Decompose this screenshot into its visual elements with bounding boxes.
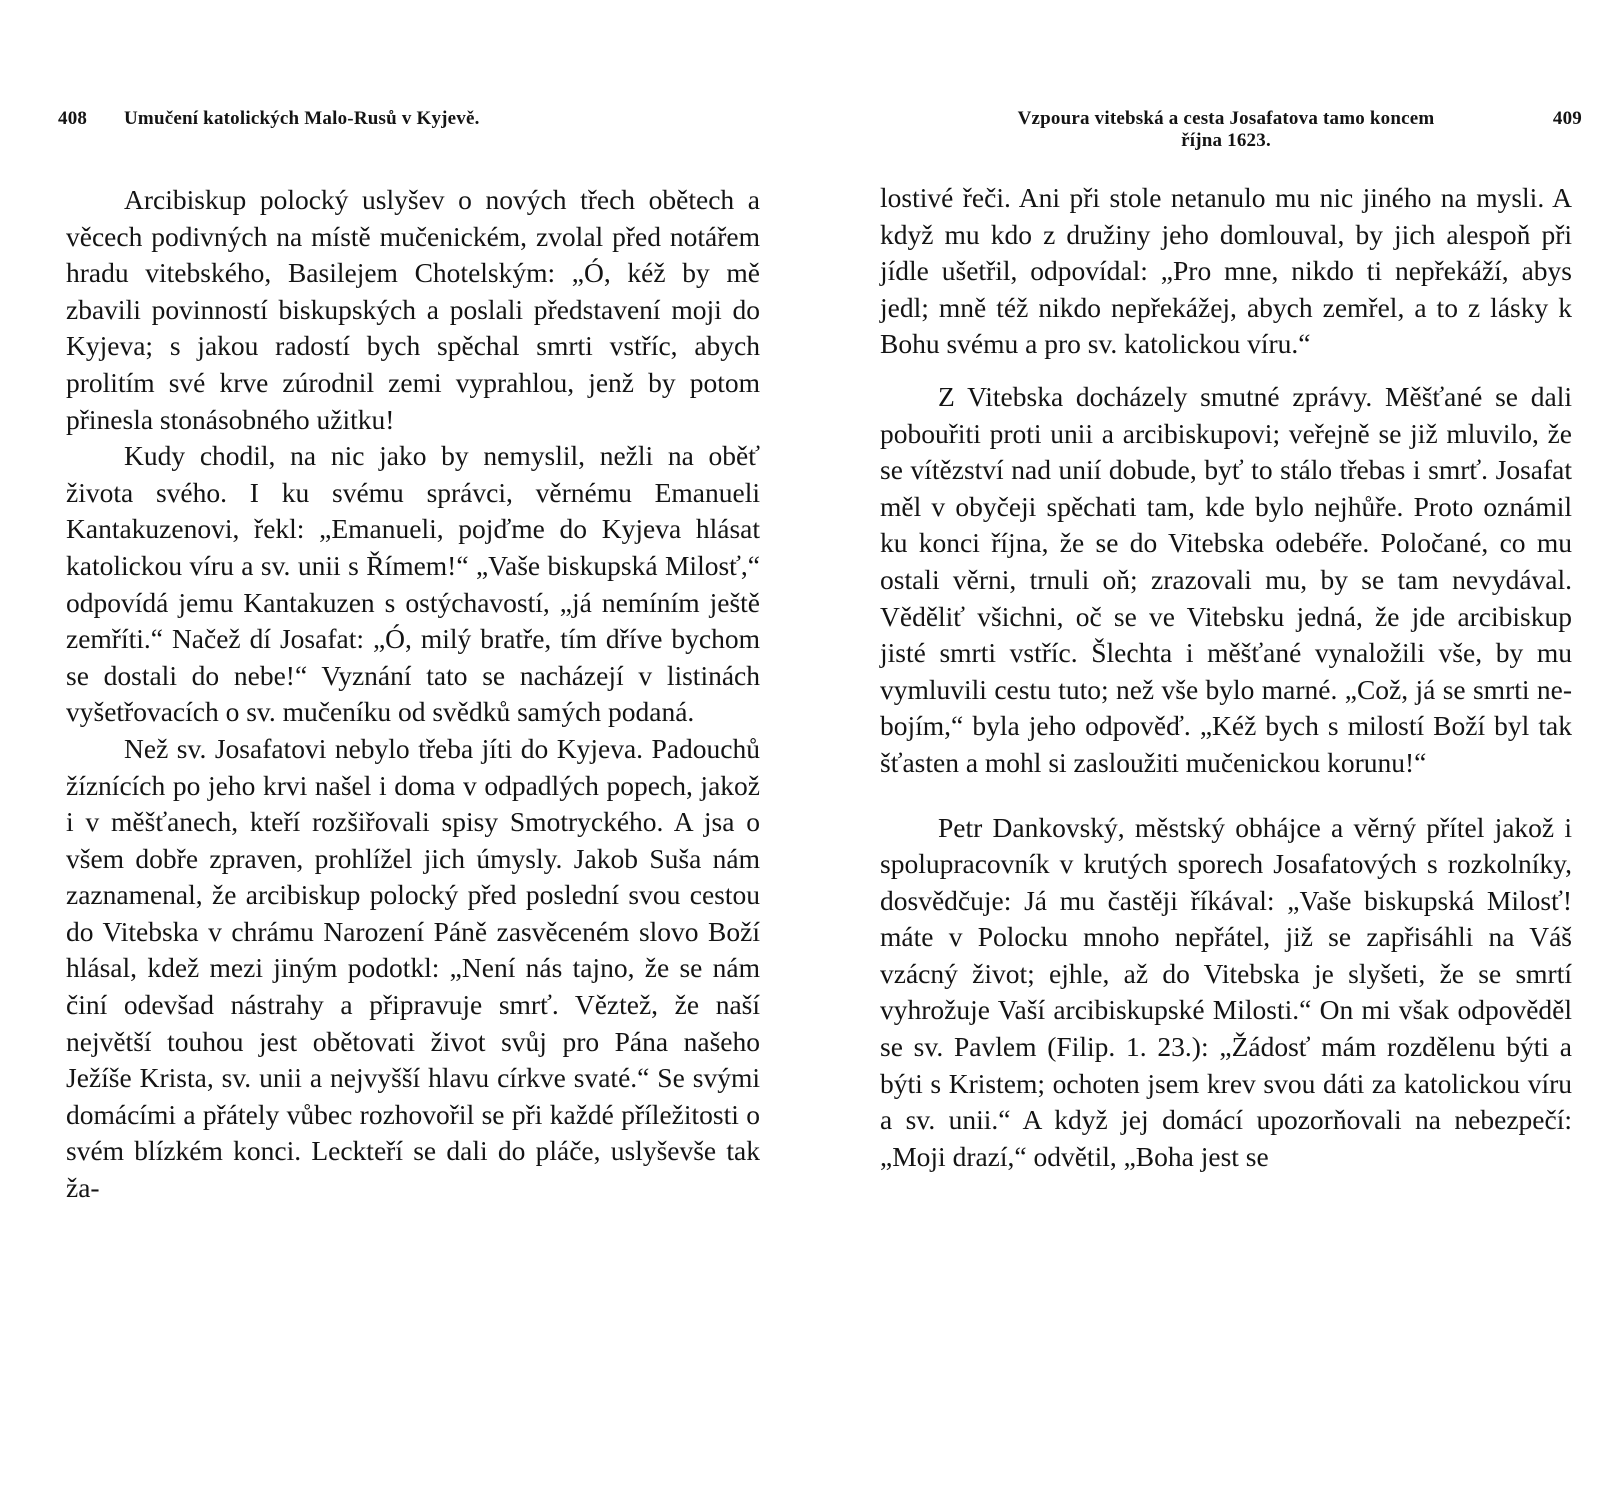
right-page: [880, 0, 1582, 1501]
right-running-head-line-1: Vzpoura vitebská a cesta Josafatova tamo koncem: [1017, 108, 1435, 129]
left-paragraph-2: Kudy chodil, na nic jako by nemyslil, nežli na oběť života svého. I ku svému správci, věrnému Emanueli Kantakuzenovi, řekl: „Emanueli, pojďme do Kyjeva hlásat katolickou víru a sv. unii s Římem!“ „Vaše biskupská Milosť,“ odpovídá jemu Kantakuzen s ostýchavostí, „já nemíním ještě zemříti.“ Načež dí Josafat: „Ó, milý bratře, tím dříve bychom se dostali do nebe!“ Vyznání tato se nacházejí v listinách vyšetřovacích o sv. mučeníku od svědků samých podaná.: [66, 440, 760, 728]
left-paragraph-3: Než sv. Josafatovi nebylo třeba jíti do Kyjeva. Padouchů žíznících po jeho krvi našel i doma v odpadlých popech, jakož i v měšťanech, kteří rozšiřovali spisy Smotryckého. A jsa o všem dobře zpraven, prohlížel jich úmysly. Jakob Suša nám zaznamenal, že arcibiskup polocký před poslední svou cestou do Vitebska v chrámu Narození Páně zasvěceném slovo Boží hlásal, kdež mezi jiným podotkl: „Není nás tajno, že se nám činí odevšad nástrahy a připravuje smrť. Věztež, že naší největší touhou jest obětovati život svůj pro Pána našeho Ježíše Krista, sv. unii a nejvyšší hlavu církve svaté.“ Se svými domácími a přátely vůbec rozhovořil se při každé příležitosti o svém blízkém konci. Leckteří se dali do pláče, uslyševše tak ža-: [66, 732, 760, 1204]
right-running-head-line-2: října 1623.: [1181, 130, 1271, 151]
right-running-head: [880, 108, 1582, 152]
left-page: [58, 0, 760, 1501]
left-page-number: 408: [58, 108, 88, 129]
left-running-head-title: Umučení katolických Malo-Rusů v Kyjevě.: [124, 108, 480, 129]
right-body-text: [880, 180, 1572, 1175]
left-body-text: [66, 182, 760, 1207]
right-page-number: 409: [1552, 108, 1582, 129]
right-paragraph-1: lostivé řeči. Ani při stole netanulo mu nic jiného na mysli. A když mu kdo z družiny jeho domlouval, by jich alespoň při jídle ušetřil, odpovídal: „Pro mne, nikdo ti nepřekáží, abys jedl; mně též nikdo nepřekážej, abych zemřel, a to z lásky k Bohu svému a pro sv. katolickou víru.“: [880, 182, 1572, 360]
right-running-head-title: [1018, 108, 1435, 152]
left-paragraph-1: Arcibiskup polocký uslyšev o nových třech obětech a věcech podivných na místě mučenickém, zvolal před notářem hradu vitebského, Basilejem Chotelským: „Ó, kéž by mě zbavili povinností biskupských a poslali představení moji do Kyjeva; s jakou radostí bych spěchal smrti vstříc, abych prolitím své krve zúrodnil zemi vyprahlou, jenž by potom přinesla stonásobného užitku!: [66, 184, 760, 435]
right-paragraph-3: Petr Dankovský, městský obhájce a věrný přítel jakož i spolupracovník v krutých sporech Josafatových s rozkolníky, dosvědčuje: Já mu častěji říkával: „Vaše biskupská Milosť! máte v Polocku mnoho nepřátel, již se zapřisáhli na Váš vzácný život; ejhle, až do Vitebska je slyšeti, že se smrtí vyhrožuje Vaší arcibiskupské Milosti.“ On mi však odpověděl se sv. Pavlem (Filip. 1. 23.): „Žádosť mám rozdělenu býti a býti s Kristem; ochoten jsem krev svou dáti za katolickou víru a sv. unii.“ A když jej domácí upozorňovali na nebezpečí: „Moji drazí,“ odvětil, „Boha jest se: [880, 811, 1572, 1172]
right-paragraph-2: Z Vitebska docházely smutné zprávy. Měšťané se dali pobouřiti proti unii a arcibiskupovi; veřejně se již mluvilo, že se vítězství nad unií dobude, byť to stálo třebas i smrť. Josafat měl v obyčeji spěchati tam, kde bylo nejhůře. Proto oznámil ku konci října, že se do Vitebska odebéře. Poločané, co mu ostali věrni, trnuli oň; zrazovali mu, by se tam nevydával. Věděliť všichni, oč se ve Vitebsku jedná, že jde arcibiskup jisté smrti vstříc. Šlechta i měšťané vynaložili vše, by mu vymluvili cestu tuto; než vše bylo marné. „Což, já se smrti nebojím,“ byla jeho odpověď. „Kéž bych s milostí Boží byl tak šťasten a mohl si zasloužiti mučenickou korunu!“: [880, 380, 1572, 778]
